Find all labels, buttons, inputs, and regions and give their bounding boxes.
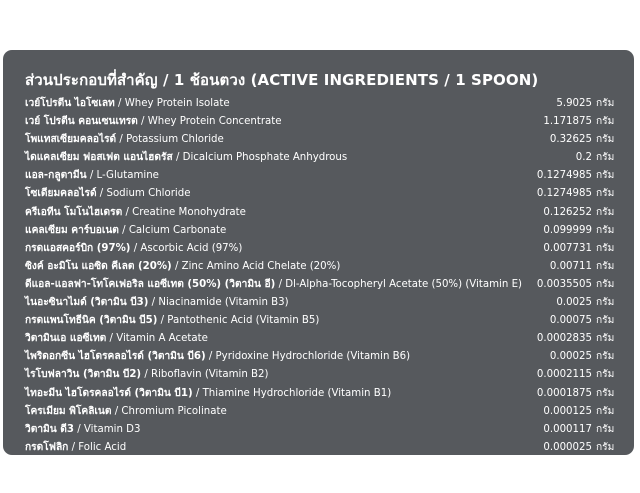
ingredient-row <box>25 222 620 240</box>
ingredient-thai-name: โซเดียมคลอไรด์ <box>25 188 97 200</box>
ingredient-amount: 0.099999 <box>543 224 592 236</box>
ingredient-english-name: / Ascorbic Acid (97%) <box>130 242 243 254</box>
ingredient-thai-name: วิตามินเอ แอซีเทต <box>25 333 107 345</box>
ingredient-english-name: / Cyanocobalamin (Vitamin B12) <box>180 477 349 489</box>
ingredients-panel <box>3 50 634 489</box>
ingredient-row <box>25 185 620 203</box>
ingredient-amount: 0.0002835 <box>536 333 592 345</box>
ingredient-thai-name: ไซยาโนโคบาลามิน (วิตามิน บี12) <box>25 477 181 489</box>
ingredient-thai-name: ไนอะซินาไมด์ (วิตามิน บี3) <box>25 297 149 309</box>
ingredient-row <box>25 475 620 493</box>
ingredient-amount: 0.000025 <box>543 441 592 453</box>
ingredient-amount: 0.32625 <box>549 134 592 146</box>
ingredient-amount: 0.00000025 <box>530 477 592 489</box>
ingredient-amount: 0.000125 <box>543 405 592 417</box>
ingredient-unit: กรัม <box>596 333 615 345</box>
ingredient-thai-name: ซิงค์ อะมิโน แอซิด คีเลต (20%) <box>25 260 172 272</box>
ingredient-english-name: / Biotin <box>61 459 102 471</box>
ingredient-amount: 0.007731 <box>543 242 592 254</box>
ingredient-english-name: / Thiamine Hydrochloride (Vitamin B1) <box>192 387 392 399</box>
ingredient-row <box>25 294 620 312</box>
ingredient-unit: กรัม <box>596 98 615 109</box>
ingredient-english-name: / Creatine Monohydrate <box>122 206 246 218</box>
ingredient-unit: กรัม <box>596 351 615 363</box>
ingredient-thai-name: ไดแคลเซียม ฟอสเฟต แอนไฮดรัส <box>25 152 173 164</box>
ingredient-thai-name: วิตามิน ดี3 <box>25 423 74 435</box>
ingredient-thai-name: ไทอะมีน ไฮโดรคลอไรด์ (วิตามิน บี1) <box>25 387 193 399</box>
ingredient-thai-name: เวย์โปรตีน ไอโซเลท <box>25 98 115 109</box>
ingredient-thai-name: กรดแอสคอร์บิก (97%) <box>25 242 131 254</box>
ingredient-unit: กรัม <box>596 170 615 182</box>
ingredient-english-name: / Potassium Chloride <box>116 134 224 146</box>
ingredient-row <box>25 312 620 330</box>
ingredient-unit: กรัม <box>596 297 615 309</box>
ingredient-unit: กรัม <box>596 134 615 146</box>
ingredient-amount: 0.0035505 <box>536 278 592 290</box>
ingredient-unit: กรัม <box>596 116 615 128</box>
ingredient-unit: กรัม <box>596 459 615 471</box>
ingredient-amount: 5.9025 <box>556 98 592 109</box>
ingredient-amount: 0.0002115 <box>536 369 592 381</box>
ingredient-row <box>25 330 620 348</box>
ingredient-unit: กรัม <box>596 224 615 236</box>
ingredient-unit: กรัม <box>596 152 615 164</box>
ingredient-amount: 0.000117 <box>543 423 592 435</box>
ingredient-english-name: / Chromium Picolinate <box>111 405 227 417</box>
ingredient-thai-name: แอล-กลูตามีน <box>25 170 87 182</box>
ingredient-english-name: / Calcium Carbonate <box>118 224 227 236</box>
ingredient-row <box>25 95 620 113</box>
panel-title: ส่วนประกอบที่สำคัญ / 1 ช้อนตวง (ACTIVE INGREDIENTS / 1 SPOON) <box>25 71 539 89</box>
ingredient-amount: 0.0025 <box>556 297 592 309</box>
ingredient-amount: 0.00001875 <box>530 459 592 471</box>
ingredient-thai-name: ไรโบฟลาวิน (วิตามิน บี2) <box>25 369 142 381</box>
ingredient-row <box>25 421 620 439</box>
ingredient-english-name: / Vitamin A Acetate <box>106 333 208 345</box>
ingredient-thai-name: ดีแอล-แอลฟา-โทโคเฟอริล แอซีเทต (50%) (วิตามิน อี) <box>25 278 276 290</box>
ingredient-english-name: / Sodium Chloride <box>96 188 191 200</box>
ingredient-row <box>25 366 620 384</box>
ingredient-row <box>25 276 620 294</box>
ingredient-row <box>25 113 620 131</box>
ingredient-row <box>25 457 620 475</box>
ingredient-amount: 0.1274985 <box>536 170 592 182</box>
ingredient-english-name: / Niacinamide (Vitamin B3) <box>148 297 289 309</box>
ingredient-row <box>25 204 620 222</box>
ingredient-row <box>25 240 620 258</box>
ingredient-amount: 0.00025 <box>549 351 592 363</box>
ingredient-thai-name: กรดแพนโทธีนิค (วิตามิน บี5) <box>25 315 158 327</box>
ingredient-thai-name: ครีเอทีน โมโนไฮเดรต <box>25 206 123 218</box>
ingredient-amount: 0.126252 <box>543 206 592 218</box>
ingredient-amount: 1.171875 <box>543 116 592 128</box>
ingredient-row <box>25 403 620 421</box>
ingredient-english-name: / Pyridoxine Hydrochloride (Vitamin B6) <box>205 351 411 363</box>
ingredient-row <box>25 439 620 457</box>
ingredient-thai-name: แคลเซียม คาร์บอเนต <box>25 224 119 236</box>
ingredient-thai-name: เวย์ โปรตีน คอนเซนเทรต <box>25 116 138 128</box>
ingredient-english-name: / Folic Acid <box>68 441 127 453</box>
ingredient-unit: กรัม <box>596 405 615 417</box>
ingredient-amount: 0.2 <box>575 152 592 164</box>
ingredient-english-name: / Whey Protein Concentrate <box>137 116 282 128</box>
ingredient-row <box>25 131 620 149</box>
ingredient-row <box>25 385 620 403</box>
ingredient-amount: 0.1274985 <box>536 188 592 200</box>
ingredient-unit: กรัม <box>596 188 615 200</box>
ingredient-unit: กรัม <box>596 441 615 453</box>
ingredient-english-name: / Dl-Alpha-Tocopheryl Acetate (50%) (Vitamin E) <box>275 278 522 290</box>
ingredient-row <box>25 167 620 185</box>
ingredient-english-name: / Zinc Amino Acid Chelate (20%) <box>171 260 341 272</box>
ingredient-thai-name: ไบโอติน <box>25 459 62 471</box>
ingredient-amount: 0.00711 <box>549 260 592 272</box>
ingredient-english-name: / Dicalcium Phosphate Anhydrous <box>172 152 348 164</box>
ingredient-english-name: / Pantothenic Acid (Vitamin B5) <box>157 315 320 327</box>
ingredient-english-name: / Vitamin D3 <box>74 423 141 435</box>
ingredient-thai-name: โพแทสเซียมคลอไรด์ <box>25 134 117 146</box>
ingredient-unit: กรัม <box>596 260 615 272</box>
ingredient-unit: กรัม <box>596 315 615 327</box>
ingredient-amount: 0.0001875 <box>536 387 592 399</box>
ingredient-list <box>25 95 620 493</box>
ingredient-unit: กรัม <box>596 477 615 489</box>
ingredient-unit: กรัม <box>596 206 615 218</box>
ingredient-unit: กรัม <box>596 387 615 399</box>
ingredient-english-name: / Whey Protein Isolate <box>114 98 230 109</box>
ingredient-thai-name: โครเมียม พิโคลิเนต <box>25 405 112 417</box>
ingredient-row <box>25 348 620 366</box>
ingredient-thai-name: ไพริดอกซีน ไฮโดรคลอไรด์ (วิตามิน บี6) <box>25 351 206 363</box>
ingredient-english-name: / L-Glutamine <box>86 170 159 182</box>
ingredient-unit: กรัม <box>596 278 615 290</box>
ingredient-row <box>25 258 620 276</box>
ingredient-thai-name: กรดโฟลิก <box>25 441 69 453</box>
ingredient-row <box>25 149 620 167</box>
ingredient-english-name: / Riboflavin (Vitamin B2) <box>141 369 269 381</box>
ingredient-unit: กรัม <box>596 242 615 254</box>
ingredient-unit: กรัม <box>596 369 615 381</box>
ingredient-amount: 0.00075 <box>549 315 592 327</box>
ingredient-unit: กรัม <box>596 423 615 435</box>
